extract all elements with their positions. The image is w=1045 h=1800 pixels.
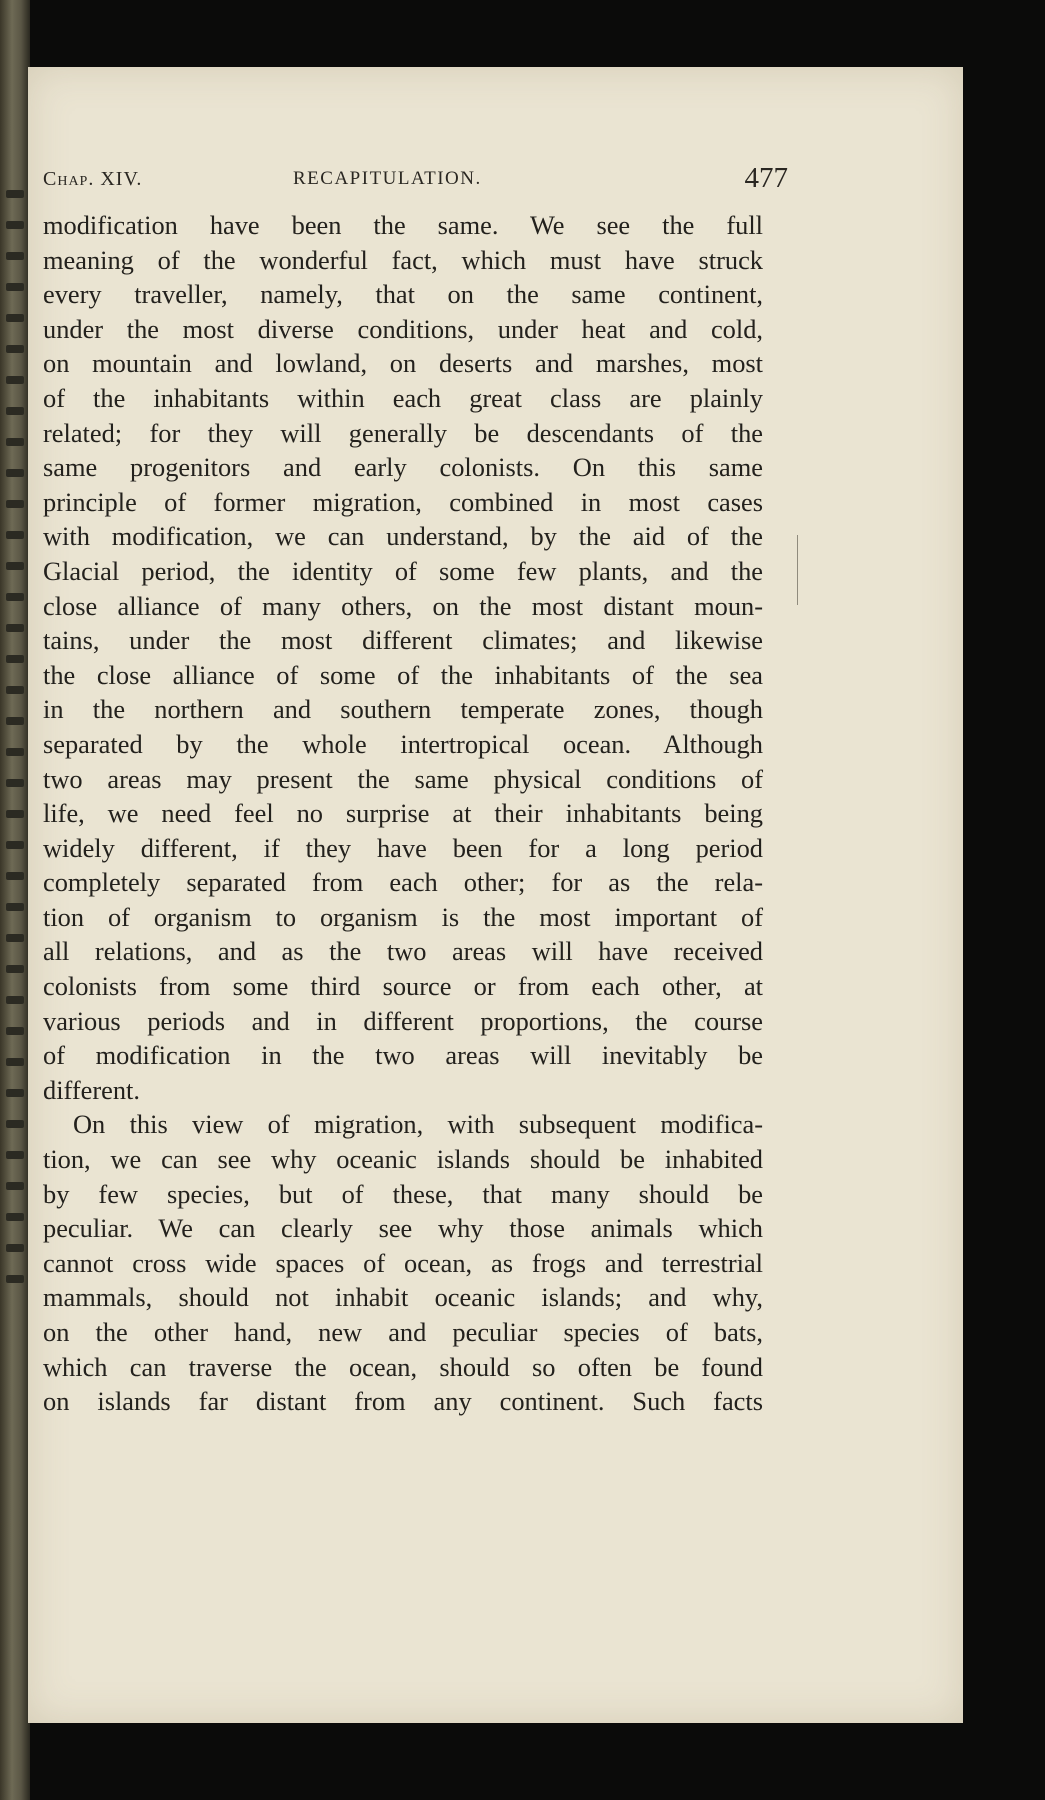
spine-mark	[6, 500, 24, 508]
text-line: different.	[43, 1074, 140, 1105]
text-line: peculiar. We can clearly see why those animals which	[43, 1213, 763, 1244]
spine-mark	[6, 655, 24, 663]
spine-mark	[6, 624, 24, 632]
text-line: with modification, we can understand, by the aid of the	[43, 521, 763, 552]
spine-mark	[6, 469, 24, 477]
text-line: colonists from some third source or from each other, at	[43, 971, 763, 1002]
spine-mark	[6, 1244, 24, 1252]
page-number: 477	[744, 162, 788, 194]
spine-mark	[6, 965, 24, 973]
spine-mark	[6, 252, 24, 260]
spine-mark	[6, 531, 24, 539]
spine-mark	[6, 1027, 24, 1035]
spine-mark	[6, 1213, 24, 1221]
spine-mark	[6, 1182, 24, 1190]
spine-mark	[6, 407, 24, 415]
text-line: various periods and in different proportions, the course	[43, 1005, 763, 1036]
spine-mark	[6, 717, 24, 725]
text-line: meaning of the wonderful fact, which must have struck	[43, 244, 763, 275]
text-line: widely different, if they have been for a long period	[43, 832, 763, 863]
text-line: On this view of migration, with subsequent modifica-	[73, 1109, 763, 1140]
text-line: on mountain and lowland, on deserts and marshes, most	[43, 348, 763, 379]
text-line: completely separated from each other; for as the rela-	[43, 867, 763, 898]
spine-mark	[6, 748, 24, 756]
text-line: life, we need feel no surprise at their inhabitants being	[43, 798, 763, 829]
text-line: which can traverse the ocean, should so often be found	[43, 1351, 763, 1382]
text-line: of modification in the two areas will inevitably be	[43, 1040, 763, 1071]
book-spine-edge	[0, 0, 30, 1800]
text-line: every traveller, namely, that on the same continent,	[43, 279, 763, 310]
spine-mark	[6, 1120, 24, 1128]
spine-mark	[6, 314, 24, 322]
text-line: tion, we can see why oceanic islands should be inhabited	[43, 1144, 763, 1175]
spine-mark	[6, 190, 24, 198]
paragraph	[43, 208, 763, 1107]
text-line: the close alliance of some of the inhabitants of the sea	[43, 659, 763, 690]
spine-mark	[6, 934, 24, 942]
text-line: on islands far distant from any continent. Such facts	[43, 1386, 763, 1417]
spine-mark	[6, 810, 24, 818]
spine-mark	[6, 593, 24, 601]
spine-mark	[6, 562, 24, 570]
text-line: mammals, should not inhabit oceanic islands; and why,	[43, 1282, 763, 1313]
text-line: of the inhabitants within each great class are plainly	[43, 382, 763, 413]
text-line: in the northern and southern temperate zones, though	[43, 694, 763, 725]
spine-mark	[6, 686, 24, 694]
text-line: on the other hand, new and peculiar species of bats,	[43, 1317, 763, 1347]
spine-mark	[6, 345, 24, 353]
text-line: close alliance of many others, on the most distant moun-	[43, 590, 763, 621]
text-line: same progenitors and early colonists. On this same	[43, 452, 763, 483]
spine-mark	[6, 779, 24, 787]
running-header	[43, 160, 788, 200]
spine-mark	[6, 903, 24, 911]
spine-mark	[6, 1058, 24, 1066]
spine-mark	[6, 841, 24, 849]
text-line: separated by the whole intertropical ocean. Although	[43, 728, 763, 759]
text-line: related; for they will generally be descendants of the	[43, 417, 763, 448]
text-line: Glacial period, the identity of some few plants, and the	[43, 555, 763, 586]
text-line: tion of organism to organism is the most important of	[43, 901, 763, 932]
spine-mark	[6, 283, 24, 291]
spine-mark	[6, 1275, 24, 1283]
spine-mark	[6, 221, 24, 229]
spine-mark	[6, 872, 24, 880]
body-text	[43, 208, 763, 1419]
spine-mark	[6, 376, 24, 384]
margin-pencil-mark	[797, 535, 801, 605]
running-title: RECAPITULATION.	[293, 168, 482, 189]
text-line: tains, under the most different climates; and likewise	[43, 625, 763, 656]
text-line: by few species, but of these, that many should be	[43, 1178, 763, 1209]
text-line: modification have been the same. We see the full	[43, 210, 763, 240]
chapter-label: Chap. XIV.	[43, 168, 143, 190]
text-line: principle of former migration, combined in most cases	[43, 486, 763, 517]
spine-mark	[6, 1151, 24, 1159]
spine-mark	[6, 996, 24, 1004]
text-line: two areas may present the same physical conditions of	[43, 763, 763, 794]
spine-mark	[6, 1089, 24, 1097]
text-line: all relations, and as the two areas will have received	[43, 936, 763, 967]
paragraph	[43, 1107, 763, 1418]
text-line: cannot cross wide spaces of ocean, as frogs and terrestrial	[43, 1247, 763, 1278]
spine-mark	[6, 438, 24, 446]
text-line: under the most diverse conditions, under heat and cold,	[43, 313, 763, 344]
